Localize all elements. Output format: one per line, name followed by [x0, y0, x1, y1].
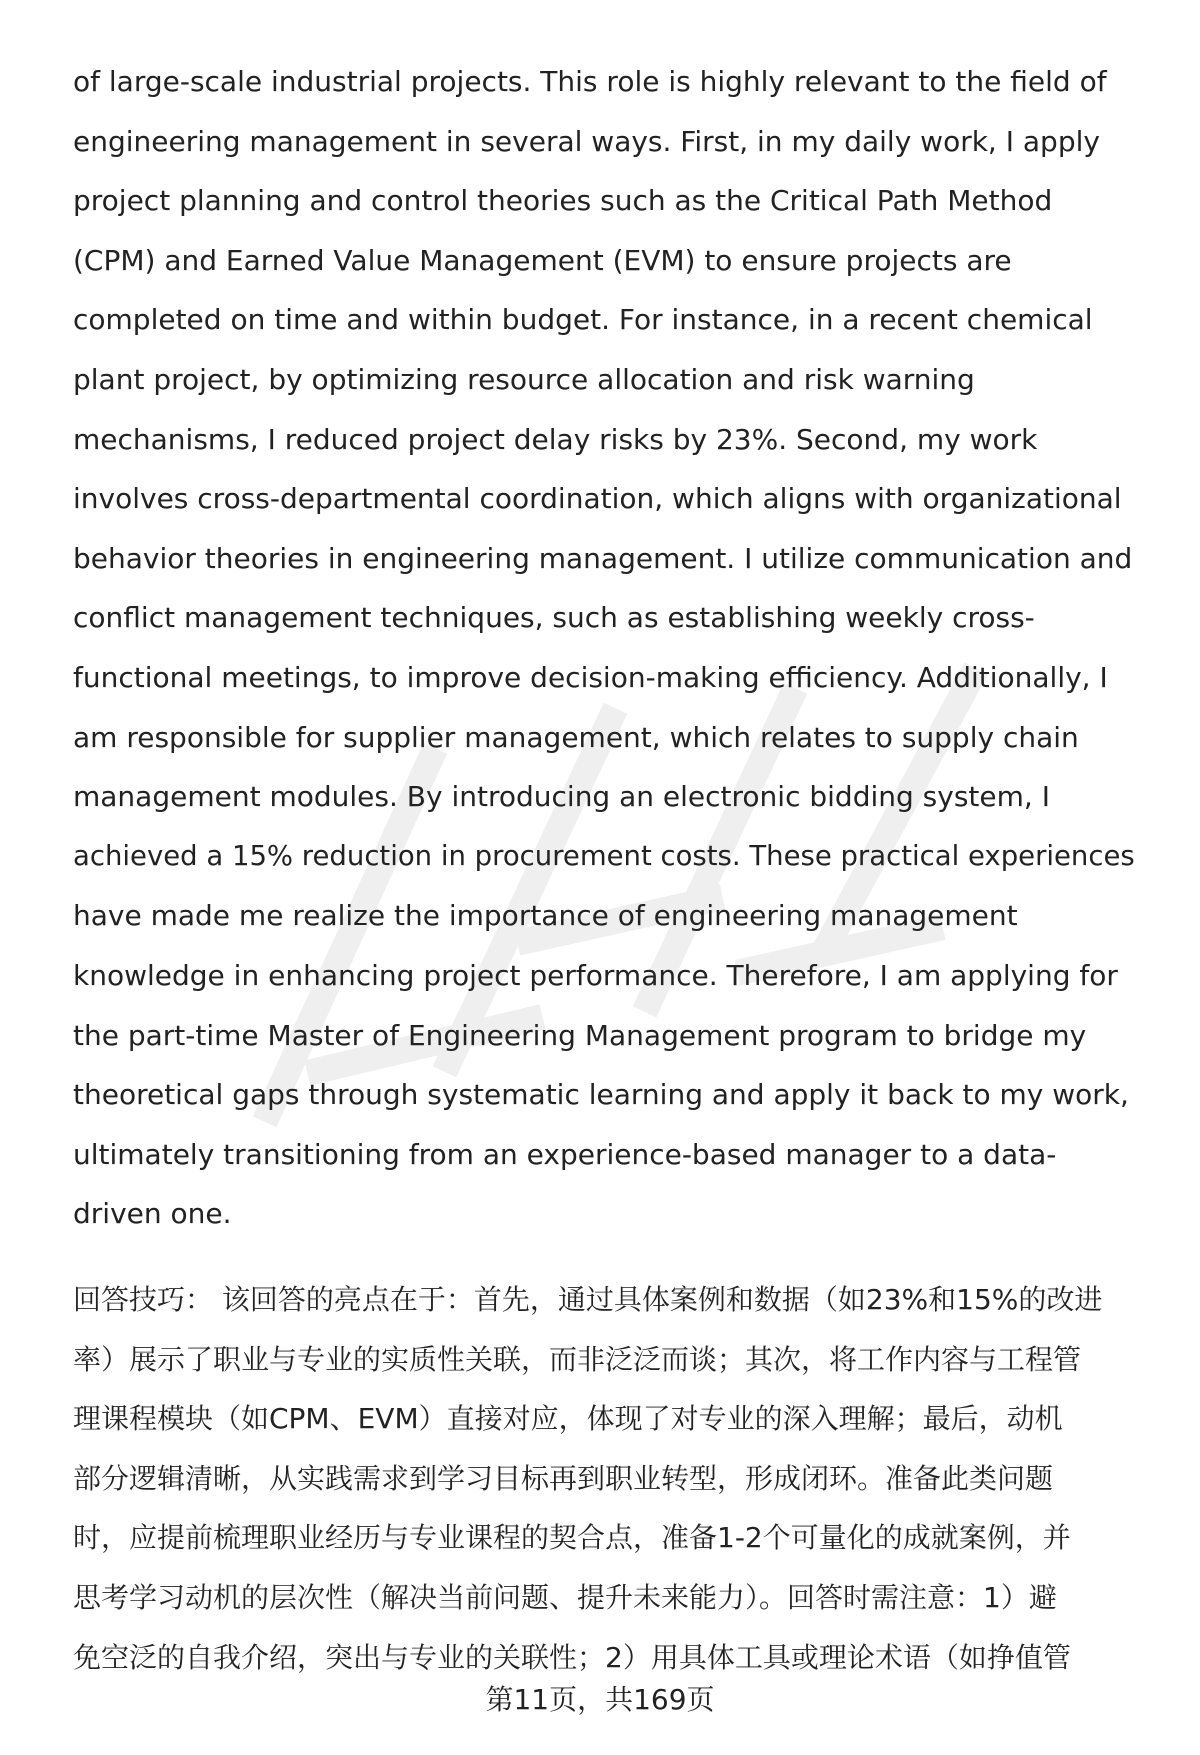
answer-line: ultimately transitioning from an experience-based manager to a data-	[73, 1137, 1057, 1171]
tips-line: 率）展示了职业与专业的实质性关联，而非泛泛而谈；其次，将工作内容与工程管	[73, 1342, 1082, 1376]
tips-line: 回答技巧： 该回答的亮点在于：首先，通过具体案例和数据（如23%和15%的改进	[73, 1283, 1103, 1316]
answer-line: mechanisms, I reduced project delay risks by 23%. Second, my work	[73, 422, 1038, 456]
answer-line: (CPM) and Earned Value Management (EVM) to ensure projects are	[73, 243, 1012, 277]
answer-line: conflict management techniques, such as establishing weekly cross-	[73, 601, 1035, 635]
answer-line: involves cross-departmental coordination, which aligns with organizational	[73, 482, 1122, 516]
answer-line: engineering management in several ways. First, in my daily work, I apply	[73, 124, 1100, 158]
answer-line: knowledge in enhancing project performance. Therefore, I am applying for	[73, 958, 1118, 992]
tips-line: 思考学习动机的层次性（解决当前问题、提升未来能力）。回答时需注意：1）避	[73, 1580, 1057, 1614]
answer-line: the part-time Master of Engineering Management program to bridge my	[73, 1018, 1087, 1052]
answer-line: theoretical gaps through systematic learning and apply it back to my work,	[73, 1078, 1129, 1112]
answer-line: plant project, by optimizing resource allocation and risk warning	[73, 362, 975, 396]
answer-line: achieved a 15% reduction in procurement costs. These practical experiences	[73, 839, 1135, 872]
answer-line: am responsible for supplier management, which relates to supply chain	[73, 720, 1079, 754]
answer-paragraph	[73, 52, 1153, 1244]
tips-line: 理课程模块（如CPM、EVM）直接对应，体现了对专业的深入理解；最后，动机	[73, 1402, 1063, 1436]
answer-line: behavior theories in engineering management. I utilize communication and	[73, 541, 1133, 575]
answer-line: of large-scale industrial projects. This role is highly relevant to the field of	[73, 65, 1107, 98]
answer-tips-paragraph	[73, 1270, 1153, 1687]
page-number-footer: 第11页，共169页	[485, 1683, 715, 1716]
tips-line: 免空泛的自我介绍，突出与专业的关联性；2）用具体工具或理论术语（如挣值管	[73, 1640, 1071, 1674]
tips-line: 时，应提前梳理职业经历与专业课程的契合点，准备1-2个可量化的成就案例，并	[73, 1521, 1071, 1555]
tips-line: 部分逻辑清晰，从实践需求到学习目标再到职业转型，形成闭环。准备此类问题	[73, 1461, 1054, 1495]
answer-line: have made me realize the importance of engineering management	[73, 899, 1018, 933]
answer-line: functional meetings, to improve decision-making efficiency. Additionally, I	[73, 660, 1108, 694]
answer-line: driven one.	[73, 1197, 232, 1231]
answer-line: completed on time and within budget. For instance, in a recent chemical	[73, 303, 1093, 337]
answer-line: management modules. By introducing an electronic bidding system, I	[73, 780, 1050, 814]
answer-line: project planning and control theories such as the Critical Path Method	[73, 184, 1053, 218]
